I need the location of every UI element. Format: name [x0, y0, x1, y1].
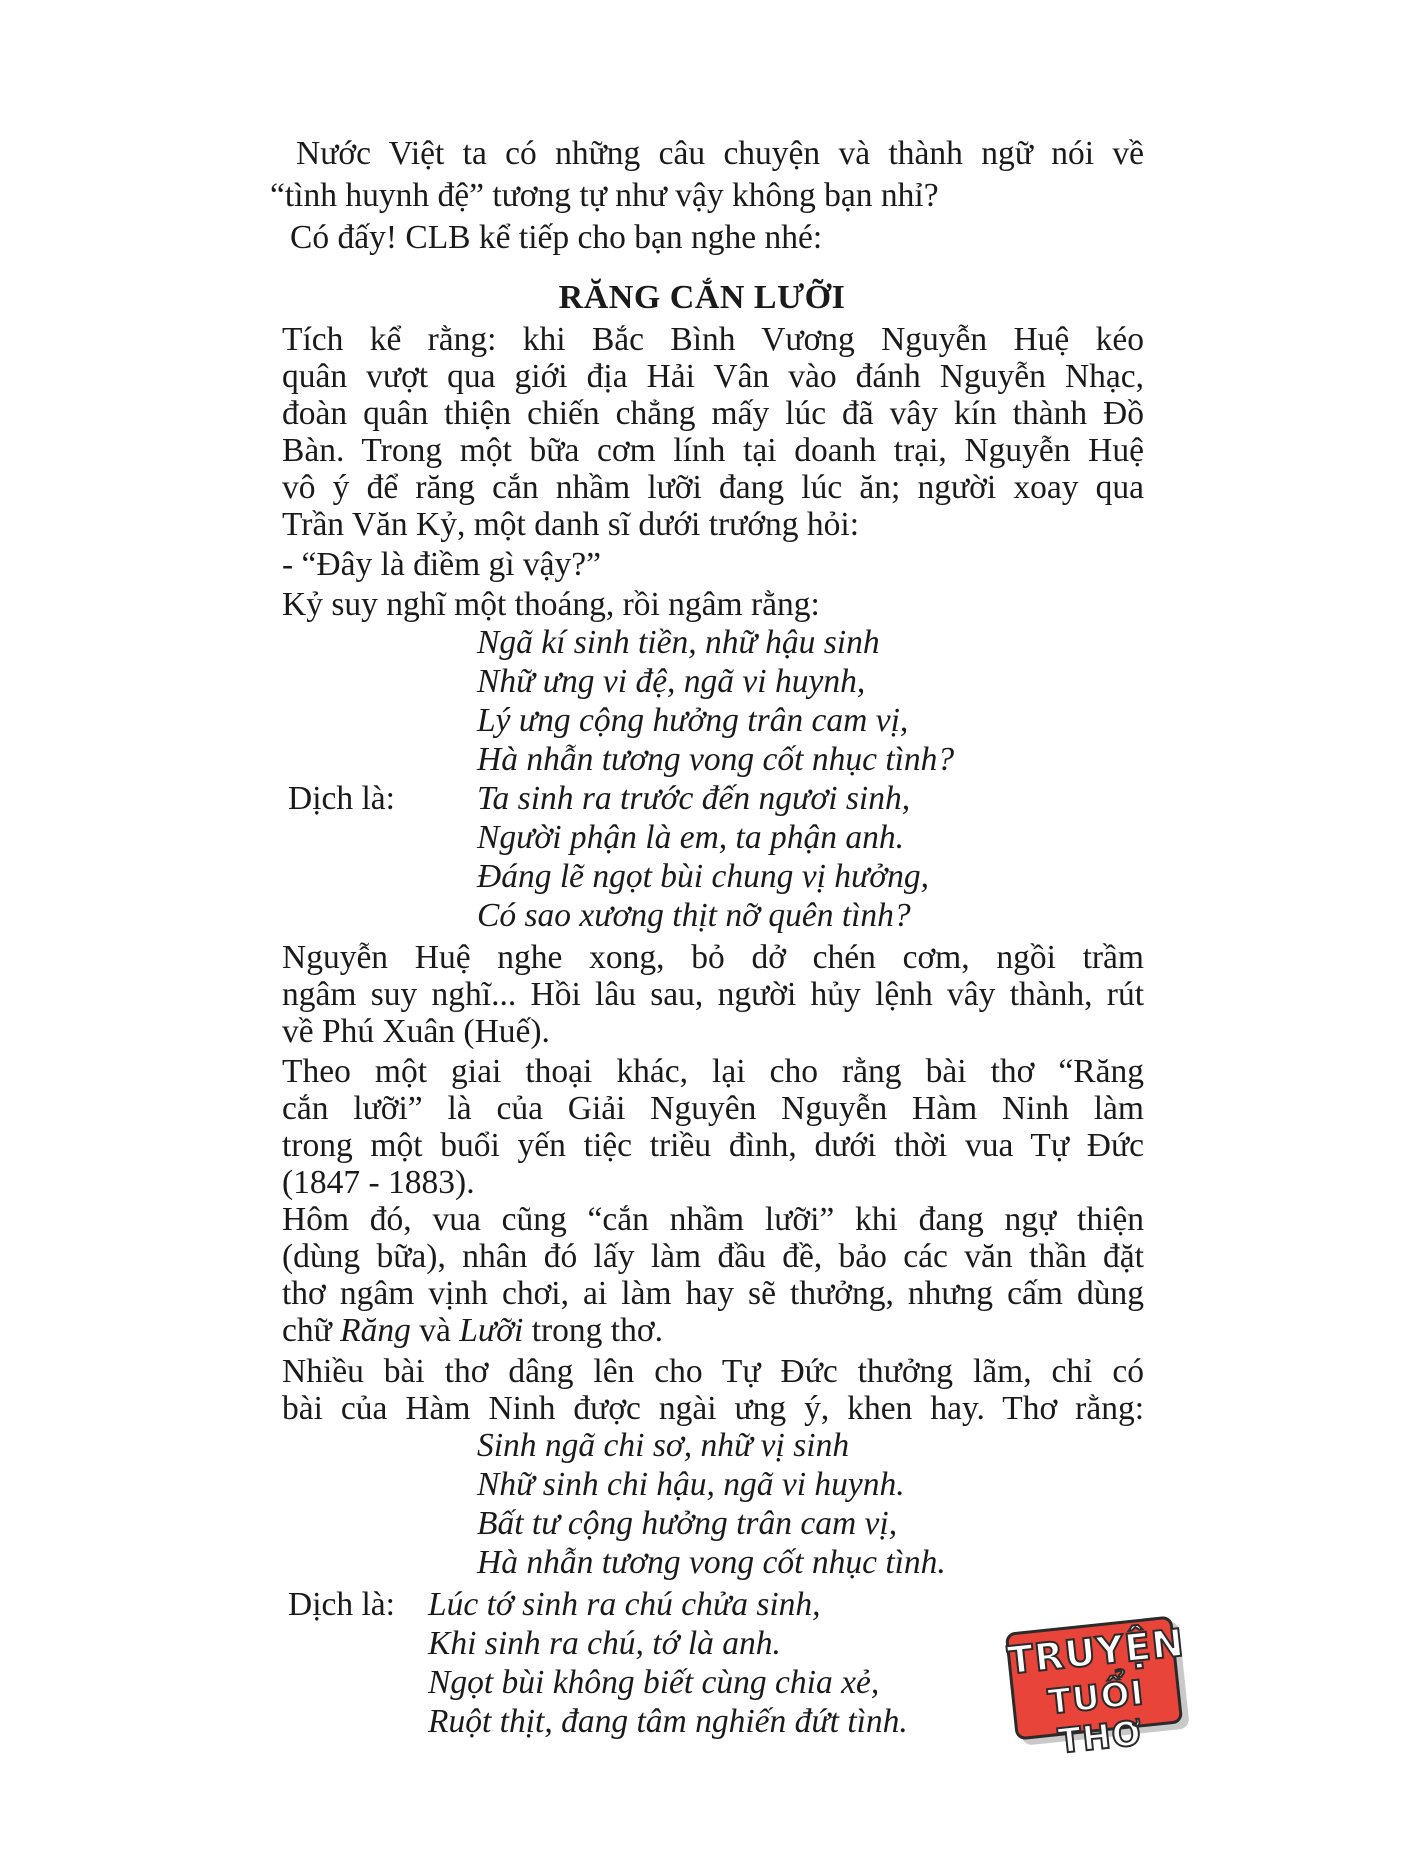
story-line: thơ ngâm vịnh chơi, ai làm hay sẽ thưởng, nhưng cấm dùng — [282, 1275, 1144, 1312]
translation-line: Đáng lẽ ngọt bùi chung vị hưởng, — [477, 858, 930, 895]
story-line: đoàn quân thiện chiến chẳng mấy lúc đã vây kín thành Đồ — [282, 395, 1144, 432]
story-line: (dùng bữa), nhân đó lấy làm đầu đề, bảo các văn thần đặt — [282, 1238, 1144, 1275]
story-line: trong một buổi yến tiệc triều đình, dưới thời vua Tự Đức — [282, 1127, 1144, 1164]
translation-line: Ta sinh ra trước đến ngươi sinh, — [477, 780, 911, 817]
italic-word: Lưỡi — [459, 1312, 524, 1349]
story-line: cắn lưỡi” là của Giải Nguyên Nguyễn Hàm Ninh làm — [282, 1090, 1144, 1127]
translation-line: Ngọt bùi không biết cùng chia xẻ, — [428, 1664, 880, 1701]
intro-line: Có đấy! CLB kể tiếp cho bạn nghe nhé: — [290, 219, 823, 256]
story-title: RĂNG CẮN LƯỠI — [558, 279, 846, 316]
intro-line: “tình huynh đệ” tương tự như vậy không bạn nhỉ? — [270, 177, 939, 214]
translation-line: Khi sinh ra chú, tớ là anh. — [428, 1625, 781, 1662]
translation-line: Lúc tớ sinh ra chú chửa sinh, — [428, 1586, 821, 1623]
story-line: Nguyễn Huệ nghe xong, bỏ dở chén cơm, ngồi trầm — [282, 939, 1144, 976]
poem-line: Hà nhẫn tương vong cốt nhục tình. — [477, 1544, 946, 1581]
translation-label: Dịch là: — [288, 780, 395, 817]
text-run: trong thơ. — [523, 1312, 663, 1349]
story-line: về Phú Xuân (Huế). — [282, 1013, 550, 1050]
translation-line: Có sao xương thịt nỡ quên tình? — [477, 897, 911, 934]
text-run: và — [410, 1312, 460, 1349]
story-line: Hôm đó, vua cũng “cắn nhầm lưỡi” khi đang ngự thiện — [282, 1201, 1144, 1238]
logo-line-2: TUỔI THƠ — [1046, 1672, 1147, 1762]
logo-line-1: TRUYỆN — [1005, 1620, 1187, 1683]
poem-line: Bất tư cộng hưởng trân cam vị, — [477, 1505, 898, 1542]
translation-line: Người phận là em, ta phận anh. — [477, 819, 904, 856]
story-line: quân vượt qua giới địa Hải Vân vào đánh Nguyễn Nhạc, — [282, 358, 1144, 395]
story-line: vô ý để răng cắn nhầm lưỡi đang lúc ăn; người xoay qua — [282, 469, 1144, 506]
text-run: chữ — [282, 1312, 341, 1349]
story-line: Trần Văn Kỷ, một danh sĩ dưới trướng hỏi: — [282, 506, 860, 543]
question-line: - “Đây là điềm gì vậy?” — [282, 546, 602, 583]
poem-line: Nhữ ưng vi đệ, ngã vi huynh, — [477, 663, 866, 700]
poem-line: Hà nhẫn tương vong cốt nhục tình? — [477, 741, 955, 778]
poem-line: Lý ưng cộng hưởng trân cam vị, — [477, 702, 909, 739]
truyen-tuoi-tho-logo — [1005, 1616, 1187, 1762]
story-line: ngâm suy nghĩ... Hồi lâu sau, người hủy lệnh vây thành, rút — [282, 976, 1144, 1013]
story-line: Theo một giai thoại khác, lại cho rằng bài thơ “Răng — [282, 1053, 1144, 1090]
story-line: Nhiều bài thơ dâng lên cho Tự Đức thưởng lãm, chỉ có — [282, 1353, 1144, 1390]
story-line: Bàn. Trong một bữa cơm lính tại doanh trại, Nguyễn Huệ — [282, 432, 1144, 469]
translation-label: Dịch là: — [288, 1586, 395, 1623]
ky-line: Kỷ suy nghĩ một thoáng, rồi ngâm rằng: — [282, 586, 820, 623]
poem-line: Nhữ sinh chi hậu, ngã vi huynh. — [477, 1466, 905, 1503]
story-line: Tích kể rằng: khi Bắc Bình Vương Nguyễn Huệ kéo — [282, 321, 1144, 358]
story-line — [282, 1311, 663, 1351]
story-line: (1847 - 1883). — [282, 1164, 475, 1201]
translation-line: Ruột thịt, đang tâm nghiến đứt tình. — [428, 1703, 908, 1740]
intro-line: Nước Việt ta có những câu chuyện và thành ngữ nói về — [296, 135, 1144, 172]
italic-word: Răng — [340, 1312, 411, 1349]
poem-line: Sinh ngã chi sơ, nhữ vị sinh — [477, 1427, 850, 1464]
poem-line: Ngã kí sinh tiền, nhữ hậu sinh — [477, 624, 880, 661]
story-line: bài của Hàm Ninh được ngài ưng ý, khen hay. Thơ rằng: — [282, 1390, 1144, 1427]
